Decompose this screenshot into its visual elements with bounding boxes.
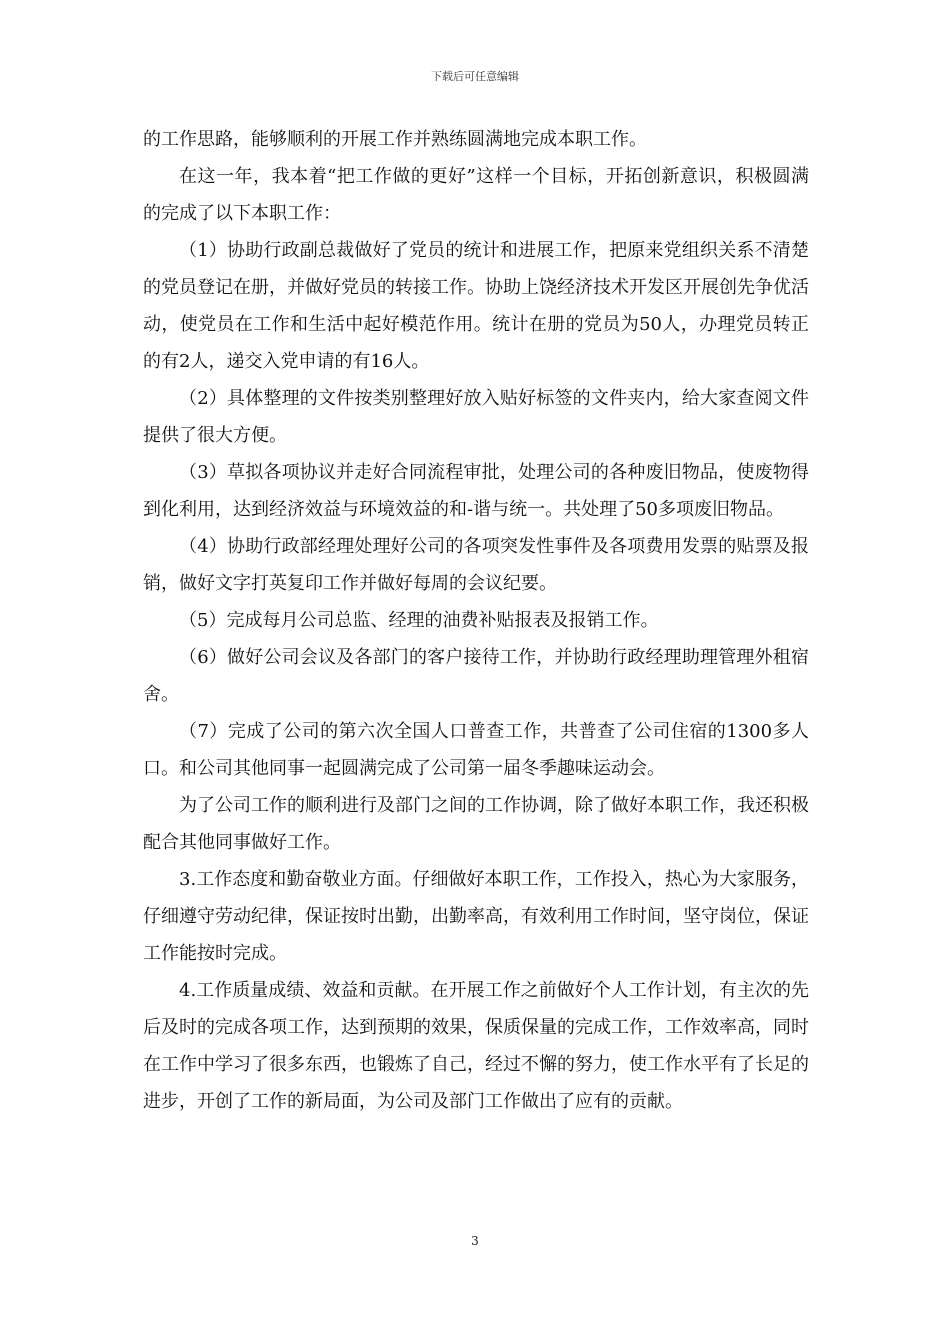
paragraph-item-6: （6）做好公司会议及各部门的客户接待工作，并协助行政经理助理管理外租宿舍。 <box>143 647 809 705</box>
paragraph-item-1: （1）协助行政副总裁做好了党员的统计和进展工作，把原来党组织关系不清楚的党员登记在册，并做好党员的转接工作。协助上饶经济技术开发区开展创先争优活动，使党员在工作和生活中起好模范作用。统计在册的党员为50人，办理党员转正的有2人，递交入党申请的有16人。 <box>143 240 809 372</box>
document-body <box>143 121 809 1120</box>
page-header: 下载后可任意编辑 <box>431 70 519 83</box>
paragraph-item-7: （7）完成了公司的第六次全国人口普查工作，共普查了公司住宿的1300多人口。和公司其他同事一起圆满完成了公司第一届冬季趣味运动会。 <box>143 721 809 779</box>
paragraph-coordination: 为了公司工作的顺利进行及部门之间的工作协调，除了做好本职工作，我还积极配合其他同事做好工作。 <box>143 795 809 853</box>
paragraph-intro: 在这一年，我本着“把工作做的更好”这样一个目标，开拓创新意识，积极圆满的完成了以下本职工作： <box>143 166 809 224</box>
paragraph-item-4: （4）协助行政部经理处理好公司的各项突发性事件及各项费用发票的贴票及报销，做好文字打英复印工作并做好每周的会议纪要。 <box>143 536 809 594</box>
paragraph-section-3: 3.工作态度和勤奋敬业方面。仔细做好本职工作，工作投入，热心为大家服务，仔细遵守劳动纪律，保证按时出勤，出勤率高，有效利用工作时间，坚守岗位，保证工作能按时完成。 <box>143 869 809 964</box>
paragraph-section-4: 4.工作质量成绩、效益和贡献。在开展工作之前做好个人工作计划，有主次的先后及时的完成各项工作，达到预期的效果，保质保量的完成工作，工作效率高，同时在工作中学习了很多东西，也锻炼了自己，经过不懈的努力，使工作水平有了长足的进步，开创了工作的新局面，为公司及部门工作做出了应有的贡献。 <box>143 980 809 1112</box>
paragraph-item-2: （2）具体整理的文件按类别整理好放入贴好标签的文件夹内，给大家查阅文件提供了很大方便。 <box>143 388 809 446</box>
paragraph-item-3: （3）草拟各项协议并走好合同流程审批，处理公司的各种废旧物品，使废物得到化利用，达到经济效益与环境效益的和-谐与统一。共处理了50多项废旧物品。 <box>143 462 809 520</box>
paragraph-item-5: （5）完成每月公司总监、经理的油费补贴报表及报销工作。 <box>179 610 659 631</box>
page-number: 3 <box>471 1234 479 1248</box>
paragraph-continuation: 的工作思路，能够顺利的开展工作并熟练圆满地完成本职工作。 <box>143 129 647 150</box>
